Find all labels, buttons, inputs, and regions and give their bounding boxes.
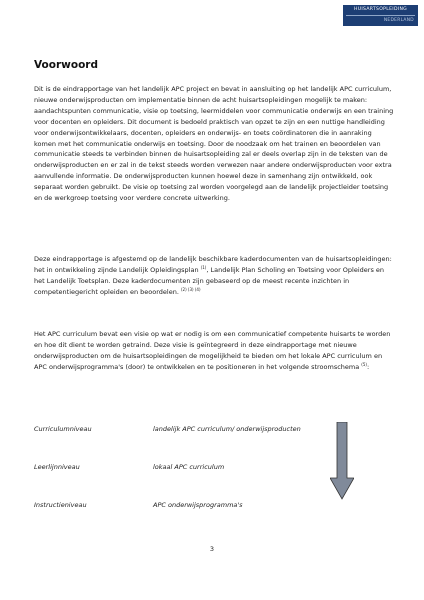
down-arrow-icon xyxy=(330,422,354,500)
page-number: 3 xyxy=(209,545,215,553)
paragraph-apc-curriculum xyxy=(34,329,394,373)
paragraph3-part2: : xyxy=(366,362,370,371)
paragraph2-part1: Deze eindrapportage is afgestemd op de landelijk beschikbare kaderdocumenten van de huisartsopleidingen: het in ontwikkeling zijnde Landelijk Opleidingsplan xyxy=(34,255,392,274)
paragraph-kaderdocumenten xyxy=(34,254,394,298)
reference-1: (1) xyxy=(200,264,207,270)
logo-line1: HUISARTSOPLEIDING xyxy=(353,7,408,12)
schema-item-curriculum: landelijk APC curriculum/ onderwijsproducten xyxy=(153,425,301,433)
paragraph3-part1: Het APC curriculum bevat een visie op wat er nodig is om een communicatief competente huisarts te worden en hoe dit dient te worden getraind. Deze visie is geïntegreerd in deze eindrapportage met nieuwe onderwijsproducten om de huisartsopleidingen de mogelijkheid te bieden om het lokale APC curriculum en APC onderwijsprogramma's (door) te ontwikkelen en te positioneren in het volgende stroomschema xyxy=(34,330,391,371)
logo-line2: NEDERLAND xyxy=(383,18,414,23)
paragraph-intro: Dit is de eindrapportage van het landelijk APC project en bevat in aansluiting op het landelijk APC curriculum, nieuwe onderwijsproducten om implementatie binnen de acht huisartsopleidingen mogelijk te maken: aandachtspunten communicatie, visie op toetsing, leermiddelen voor communicatie onderwijs en een training voor docenten en opleiders. Dit document is bedoeld praktisch van opzet te zijn en een nuttige handleiding voor onderwijsontwikkelaars, docenten, opleiders en onderwijs- en toets coördinatoren die in aanraking komen met het communicatie onderwijs en toetsing. Door de noodzaak om het trainen en beoordelen van communicatie steeds te verbinden binnen de huisartsopleiding zal er deels overlap zijn in de teksten van de onderwijsproducten en er zal in de tekst steeds worden verwezen naar andere onderwijsproducten voor extra aanvullende informatie. De onderwijsproducten kunnen hoewel deze in samenhang zijn ontwikkeld, ook separaat worden gebruikt. De visie op toetsing zal worden voorgelegd aan de landelijk projectleider toetsing en de werkgroep toetsing voor verdere concrete uitwerking. xyxy=(34,85,394,203)
reference-2-3-4: (2) (3) (4) xyxy=(180,286,201,292)
schema-item-instructie: APC onderwijsprogramma's xyxy=(153,501,243,509)
reference-5: (5) xyxy=(361,361,367,367)
huisartsopleiding-logo xyxy=(343,5,418,26)
schema-level-instructie: Instructieniveau xyxy=(34,501,87,509)
schema-level-leerlijn: Leerlijnniveau xyxy=(34,463,80,471)
schema-item-leerlijn: lokaal APC curriculum xyxy=(153,463,225,471)
paragraph2-part2: , Landelijk Plan Scholing en Toetsing voor Opleiders en het Landelijk Toetsplan. Deze kaderdocumenten zijn gebaseerd op de meest recente inzichten in competentiegericht opleiden en beoordelen. xyxy=(34,265,385,296)
logo-divider xyxy=(346,15,415,16)
schema-level-curriculum: Curriculumniveau xyxy=(34,425,92,433)
page-heading: Voorwoord xyxy=(34,59,98,71)
